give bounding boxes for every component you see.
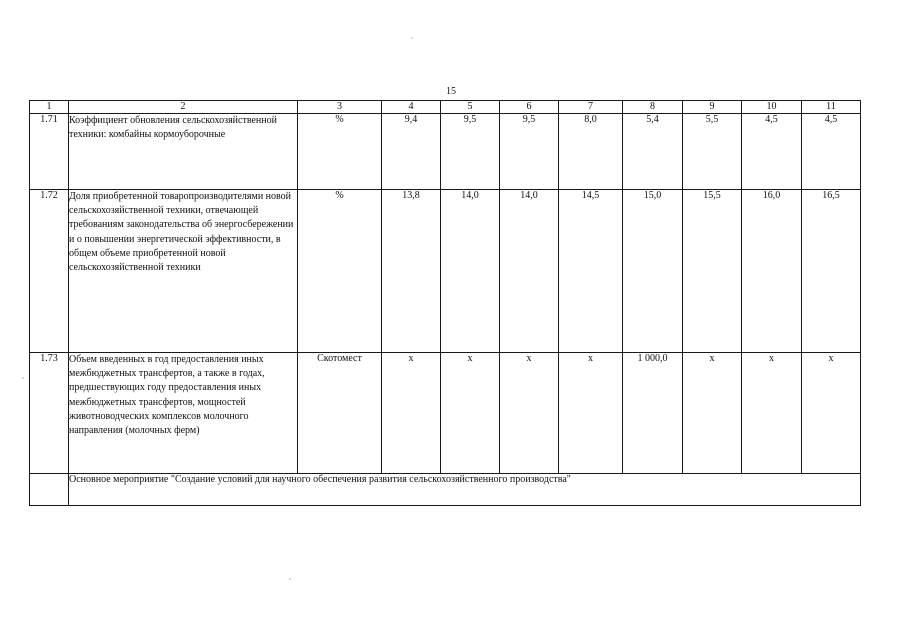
value-cell: х: [559, 353, 623, 474]
indicators-table: [29, 100, 861, 506]
value-cell: х: [683, 353, 742, 474]
table-row: [30, 190, 861, 353]
value-cell: 9,4: [382, 114, 441, 190]
page-number: 15: [446, 86, 456, 97]
unit-cell: Скотомест: [298, 353, 382, 474]
value-cell: 4,5: [742, 114, 802, 190]
section-row: [30, 474, 861, 506]
value-cell: х: [441, 353, 500, 474]
scan-speck: [289, 578, 291, 580]
value-cell: 13,8: [382, 190, 441, 353]
value-cell: 16,5: [802, 190, 861, 353]
value-cell: 4,5: [802, 114, 861, 190]
row-number: 1.73: [30, 353, 69, 474]
value-cell: 1 000,0: [623, 353, 683, 474]
indicator-name: Объем введенных в год предоставления иных межбюджетных трансфертов, а также в годах, предшествующих году предоставления иных межбюджетных трансфертов, мощностей животноводческих комплексов молочного направления (молочных ферм): [69, 353, 298, 474]
value-cell: х: [802, 353, 861, 474]
column-header: 1: [30, 101, 69, 114]
column-number-row: [30, 101, 861, 114]
value-cell: 5,4: [623, 114, 683, 190]
value-cell: 9,5: [441, 114, 500, 190]
column-header: 10: [742, 101, 802, 114]
row-number: 1.71: [30, 114, 69, 190]
indicator-name: Доля приобретенной товаропроизводителями новой сельскохозяйственной техники, отвечающей требованиям законодательства об энергосбережении и о повышении энергетической эффективности, в общем объеме приобретенной новой сельскохозяйственной техники: [69, 190, 298, 353]
scan-speck: [411, 37, 413, 39]
value-cell: 16,0: [742, 190, 802, 353]
table-row: [30, 114, 861, 190]
value-cell: 15,0: [623, 190, 683, 353]
row-number: 1.72: [30, 190, 69, 353]
unit-cell: %: [298, 190, 382, 353]
value-cell: 5,5: [683, 114, 742, 190]
unit-cell: %: [298, 114, 382, 190]
table-row: [30, 353, 861, 474]
value-cell: х: [500, 353, 559, 474]
section-row-number-cell: [30, 474, 69, 506]
value-cell: 9,5: [500, 114, 559, 190]
column-header: 7: [559, 101, 623, 114]
value-cell: 14,5: [559, 190, 623, 353]
value-cell: 14,0: [441, 190, 500, 353]
scan-speck: [22, 377, 24, 379]
column-header: 3: [298, 101, 382, 114]
column-header: 8: [623, 101, 683, 114]
value-cell: 14,0: [500, 190, 559, 353]
column-header: 4: [382, 101, 441, 114]
column-header: 5: [441, 101, 500, 114]
column-header: 11: [802, 101, 861, 114]
section-row-text: Основное мероприятие "Создание условий для научного обеспечения развития сельскохозяйственного производства": [69, 474, 861, 506]
value-cell: 15,5: [683, 190, 742, 353]
indicator-name: Коэффициент обновления сельскохозяйственной техники: комбайны кормоуборочные: [69, 114, 298, 190]
value-cell: 8,0: [559, 114, 623, 190]
value-cell: х: [742, 353, 802, 474]
column-header: 6: [500, 101, 559, 114]
column-header: 9: [683, 101, 742, 114]
value-cell: х: [382, 353, 441, 474]
column-header: 2: [69, 101, 298, 114]
